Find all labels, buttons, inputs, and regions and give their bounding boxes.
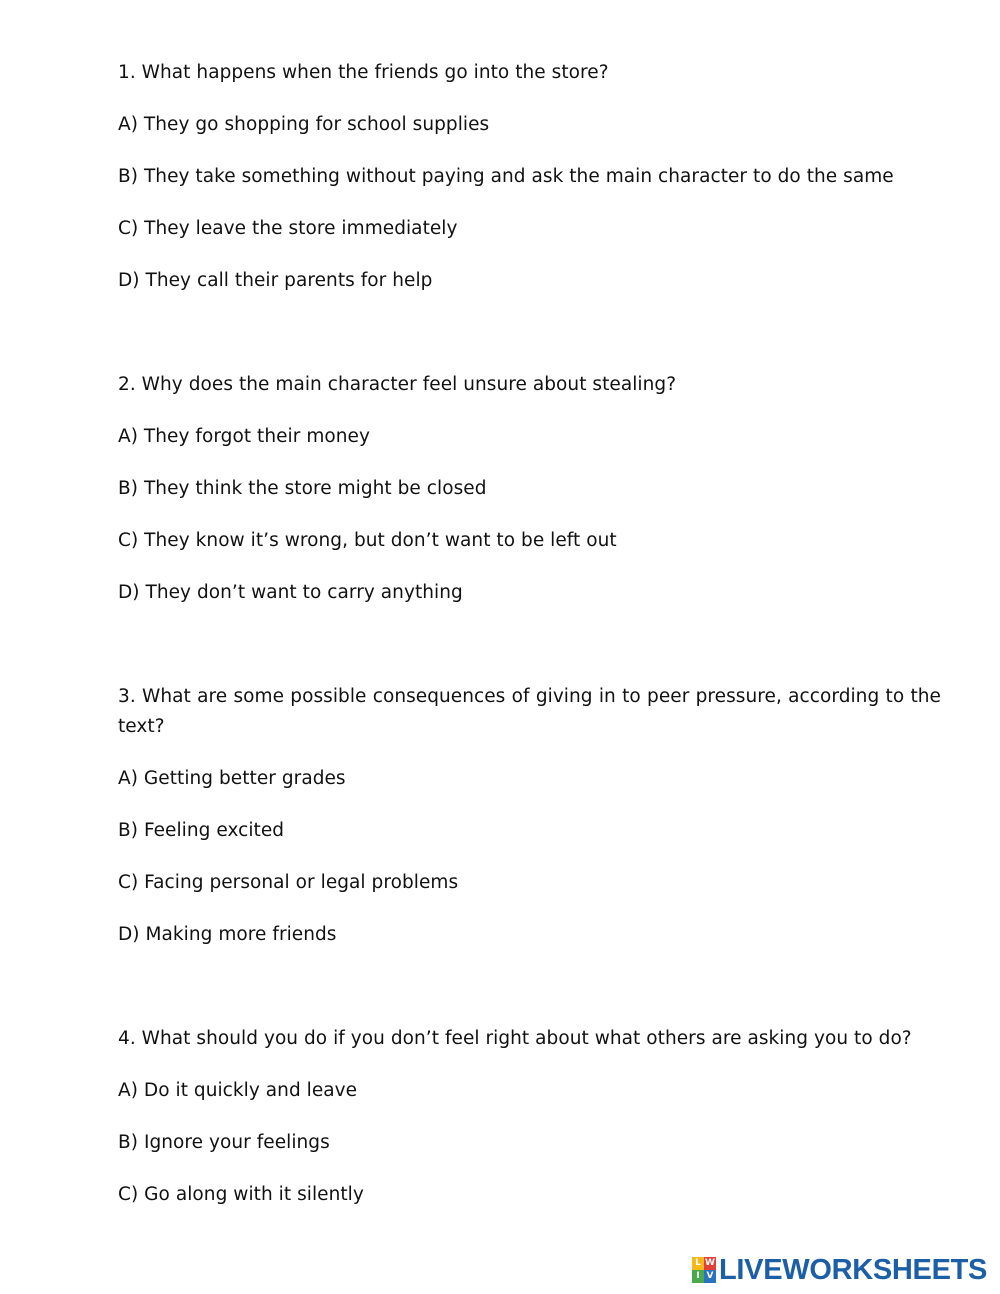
answer-option[interactable]: A) Do it quickly and leave: [118, 1080, 358, 1101]
question-2: [118, 370, 941, 608]
spacer: [118, 630, 941, 682]
answer-option[interactable]: C) They leave the store immediately: [118, 218, 458, 239]
question-prompt: 3. What are some possible consequences of giving in to peer pressure, according to the text?: [118, 686, 941, 737]
answer-option[interactable]: D) They don’t want to carry anything: [118, 582, 463, 603]
worksheet: [118, 58, 941, 1232]
answer-option[interactable]: C) Go along with it silently: [118, 1184, 364, 1205]
spacer: [118, 972, 941, 1024]
answer-option[interactable]: B) Ignore your feelings: [118, 1132, 330, 1153]
question-prompt: 4. What should you do if you don’t feel right about what others are asking you to do?: [118, 1028, 912, 1049]
logo-mark-cell: W: [705, 1258, 715, 1268]
answer-option[interactable]: C) They know it’s wrong, but don’t want to be left out: [118, 530, 617, 551]
answer-option[interactable]: A) They go shopping for school supplies: [118, 114, 490, 135]
answer-option[interactable]: B) Feeling excited: [118, 820, 285, 841]
spacer: [118, 318, 941, 370]
question-prompt: 1. What happens when the friends go into the store?: [118, 62, 609, 83]
question-1: [118, 58, 941, 296]
answer-option[interactable]: D) Making more friends: [118, 924, 337, 945]
liveworksheets-logo[interactable]: [692, 1252, 987, 1288]
answer-option[interactable]: B) They take something without paying and ask the main character to do the same: [118, 166, 894, 187]
question-4: [118, 1024, 941, 1210]
answer-option[interactable]: B) They think the store might be closed: [118, 478, 487, 499]
answer-option[interactable]: A) They forgot their money: [118, 426, 370, 447]
logo-mark-cell: V: [704, 1270, 716, 1283]
question-3: [118, 682, 941, 950]
logo-wordmark: LIVEWORKSHEETS: [719, 1253, 988, 1286]
answer-option[interactable]: C) Facing personal or legal problems: [118, 872, 459, 893]
answer-option[interactable]: D) They call their parents for help: [118, 270, 433, 291]
answer-option[interactable]: A) Getting better grades: [118, 768, 346, 789]
liveworksheets-mark-icon: [692, 1257, 716, 1283]
question-prompt: 2. Why does the main character feel unsure about stealing?: [118, 374, 677, 395]
logo-mark-cell: I: [692, 1270, 704, 1283]
logo-mark-cell: L: [692, 1257, 704, 1270]
